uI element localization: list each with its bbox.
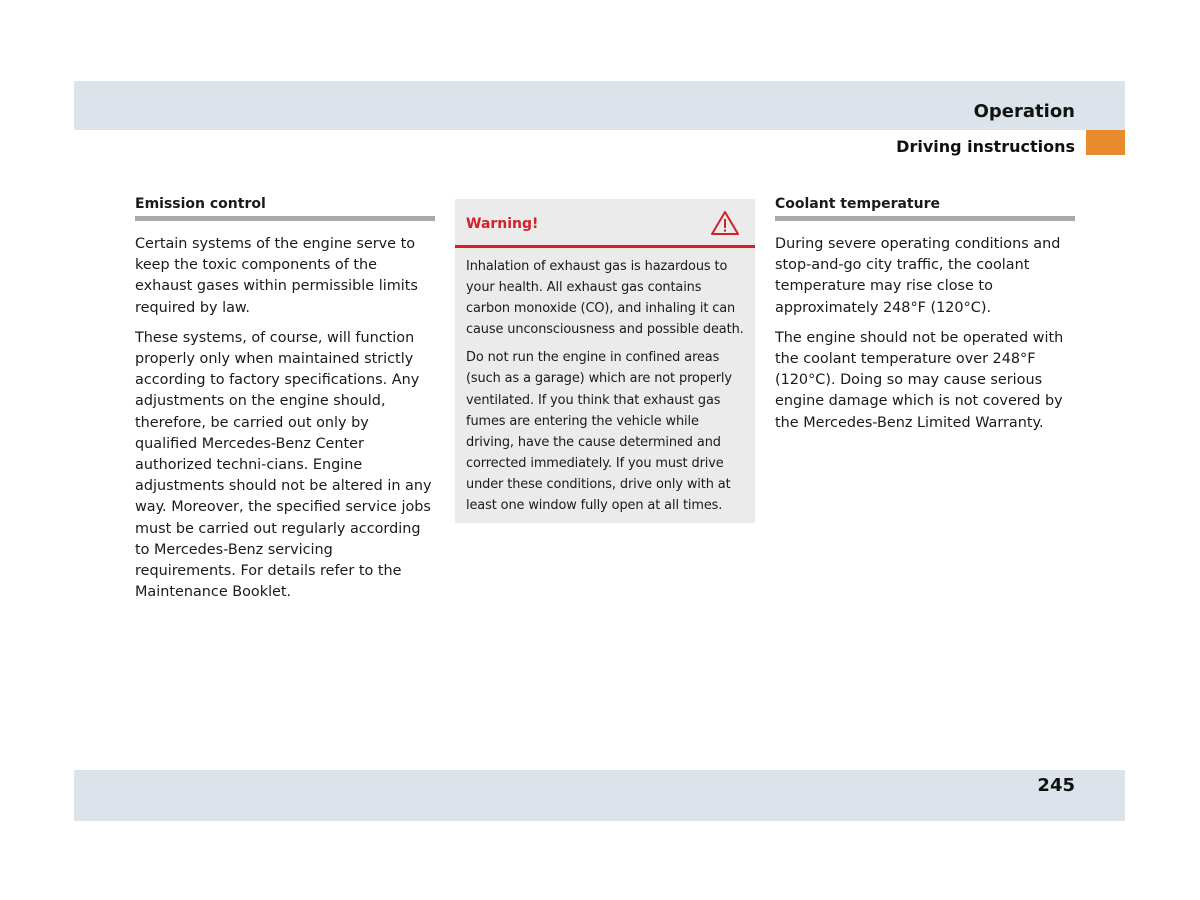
page-number: 245 bbox=[1037, 775, 1075, 796]
warning-triangle-icon bbox=[710, 210, 740, 236]
header-band bbox=[74, 81, 1125, 130]
footer-band bbox=[74, 770, 1125, 821]
coolant-temperature-column bbox=[775, 196, 1075, 443]
emission-control-column bbox=[135, 196, 435, 612]
coolant-temperature-paragraph-1: During severe operating conditions and stop-and-go city traffic, the coolant temperature may rise close to approximately 248°F (120°C). bbox=[775, 236, 1061, 316]
warning-label: Warning! bbox=[466, 216, 539, 232]
section-tab-marker bbox=[1086, 130, 1125, 155]
coolant-temperature-paragraph-2: The engine should not be operated with the coolant temperature over 248°F (120°C). Doing so may cause serious engine damage which is not covered by the Mercedes-Benz Limited Warranty. bbox=[775, 329, 1064, 431]
emission-control-paragraph-2: These systems, of course, will function properly only when maintained strictly according to factory specifications. Any adjustments on the engine should, therefore, be carried out only by qualified Mercedes-Benz Center authorized techni-cians. Engine adjustments should not be altered in any way. Moreover, the specified service jobs must be carried out regularly according to Mercedes-Benz servicing requirements. For details refer to the Maintenance Booklet. bbox=[135, 329, 432, 601]
section-title: Operation bbox=[973, 101, 1075, 122]
subsection-title: Driving instructions bbox=[896, 137, 1075, 156]
warning-paragraph-1: Inhalation of exhaust gas is hazardous to your health. All exhaust gas contains carbon monoxide (CO), and inhaling it can cause unconsciousness and possible death. bbox=[466, 259, 744, 338]
coolant-temperature-heading: Coolant temperature bbox=[775, 196, 1075, 221]
emission-control-heading: Emission control bbox=[135, 196, 435, 221]
warning-header bbox=[455, 199, 755, 248]
warning-body bbox=[455, 248, 755, 516]
emission-control-paragraph-1: Certain systems of the engine serve to keep the toxic components of the exhaust gases within permissible limits required by law. bbox=[135, 236, 418, 316]
warning-box bbox=[455, 199, 755, 523]
warning-paragraph-2: Do not run the engine in confined areas (such as a garage) which are not properly ventilated. If you think that exhaust gas fumes are entering the vehicle while driving, have the cause determined and corrected immediately. If you must drive under these conditions, drive only with at least one window fully open at all times. bbox=[466, 350, 732, 514]
